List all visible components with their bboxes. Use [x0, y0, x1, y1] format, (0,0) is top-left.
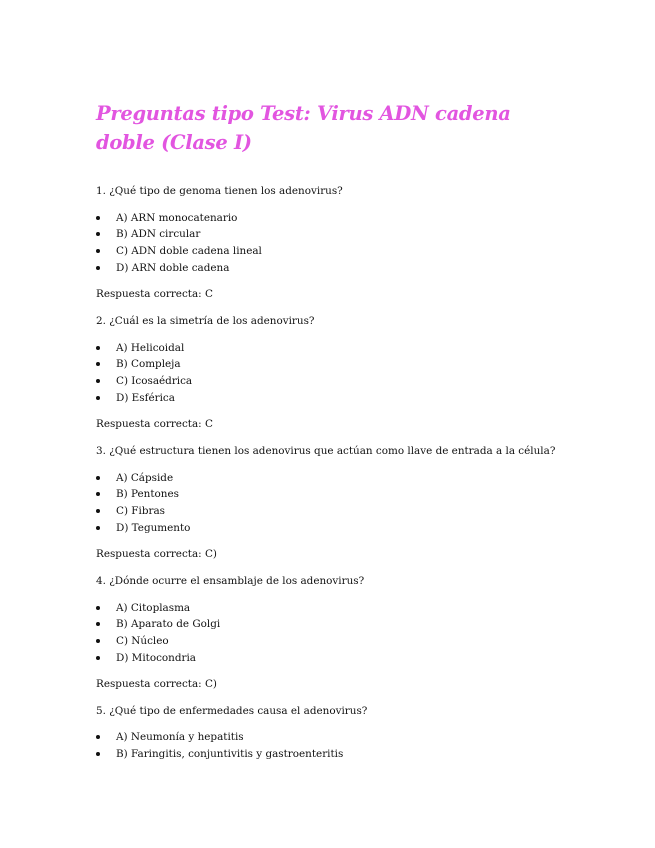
option-text: A) Helicoidal — [116, 341, 185, 354]
option-text: D) Mitocondria — [116, 651, 196, 664]
option-text: A) Cápside — [116, 471, 174, 484]
bullet-icon — [96, 492, 100, 496]
option-item — [96, 729, 576, 746]
option-item — [96, 486, 576, 503]
bullet-icon — [96, 606, 100, 610]
option-item — [96, 470, 576, 487]
option-text: C) ADN doble cadena lineal — [116, 245, 262, 258]
option-text: C) Fibras — [116, 505, 165, 518]
option-item — [96, 503, 576, 520]
option-item — [96, 260, 576, 277]
option-text: D) Esférica — [116, 391, 175, 404]
options-list — [96, 210, 576, 277]
option-text: B) Aparato de Golgi — [116, 618, 221, 631]
question-2: 2. ¿Cuál es la simetría de los adenovirus? — [96, 314, 315, 327]
option-text: C) Icosaédrica — [116, 375, 193, 388]
option-item — [96, 600, 576, 617]
question-1: 1. ¿Qué tipo de genoma tienen los adenovirus? — [96, 185, 343, 197]
option-text: C) Núcleo — [116, 635, 169, 648]
bullet-icon — [96, 232, 100, 236]
bullet-icon — [96, 346, 100, 350]
question-4: 4. ¿Dónde ocurre el ensamblaje de los adenovirus? — [96, 574, 365, 587]
option-text: A) ARN monocatenario — [116, 211, 238, 224]
bullet-icon — [96, 622, 100, 626]
bullet-icon — [96, 656, 100, 660]
option-text: B) Compleja — [116, 358, 181, 371]
bullet-icon — [96, 266, 100, 270]
option-item — [96, 356, 576, 373]
option-text: D) Tegumento — [116, 521, 191, 534]
bullet-icon — [96, 752, 100, 756]
option-item — [96, 650, 576, 667]
option-item — [96, 226, 576, 243]
options-list — [96, 600, 576, 667]
correct-answer: Respuesta correcta: C — [96, 418, 213, 431]
options-list — [96, 729, 576, 763]
option-text: B) Pentones — [116, 488, 179, 501]
options-list — [96, 340, 576, 407]
bullet-icon — [96, 509, 100, 513]
bullet-icon — [96, 476, 100, 480]
correct-answer: Respuesta correcta: C) — [96, 678, 217, 691]
document-title: Preguntas tipo Test: Virus ADN cadena doble (Clase I) — [96, 102, 511, 154]
bullet-icon — [96, 362, 100, 366]
bullet-icon — [96, 249, 100, 253]
option-item — [96, 390, 576, 407]
bullet-icon — [96, 379, 100, 383]
question-3: 3. ¿Qué estructura tienen los adenovirus que actúan como llave de entrada a la célula? — [96, 444, 556, 457]
option-item — [96, 616, 576, 633]
bullet-icon — [96, 639, 100, 643]
option-item — [96, 210, 576, 227]
option-item — [96, 340, 576, 357]
option-text: B) ADN circular — [116, 228, 201, 241]
bullet-icon — [96, 396, 100, 400]
question-5: 5. ¿Qué tipo de enfermedades causa el adenovirus? — [96, 704, 368, 717]
option-text: B) Faringitis, conjuntivitis y gastroenteritis — [116, 748, 344, 761]
bullet-icon — [96, 526, 100, 530]
option-item — [96, 243, 576, 260]
bullet-icon — [96, 735, 100, 739]
options-list — [96, 470, 576, 537]
option-item — [96, 633, 576, 650]
option-text: A) Citoplasma — [116, 601, 191, 614]
option-item — [96, 746, 576, 763]
correct-answer: Respuesta correcta: C) — [96, 548, 217, 561]
bullet-icon — [96, 216, 100, 220]
option-text: D) ARN doble cadena — [116, 261, 230, 274]
questions-section — [96, 183, 576, 773]
option-text: A) Neumonía y hepatitis — [116, 731, 244, 744]
option-item — [96, 520, 576, 537]
correct-answer: Respuesta correcta: C — [96, 288, 213, 301]
option-item — [96, 373, 576, 390]
